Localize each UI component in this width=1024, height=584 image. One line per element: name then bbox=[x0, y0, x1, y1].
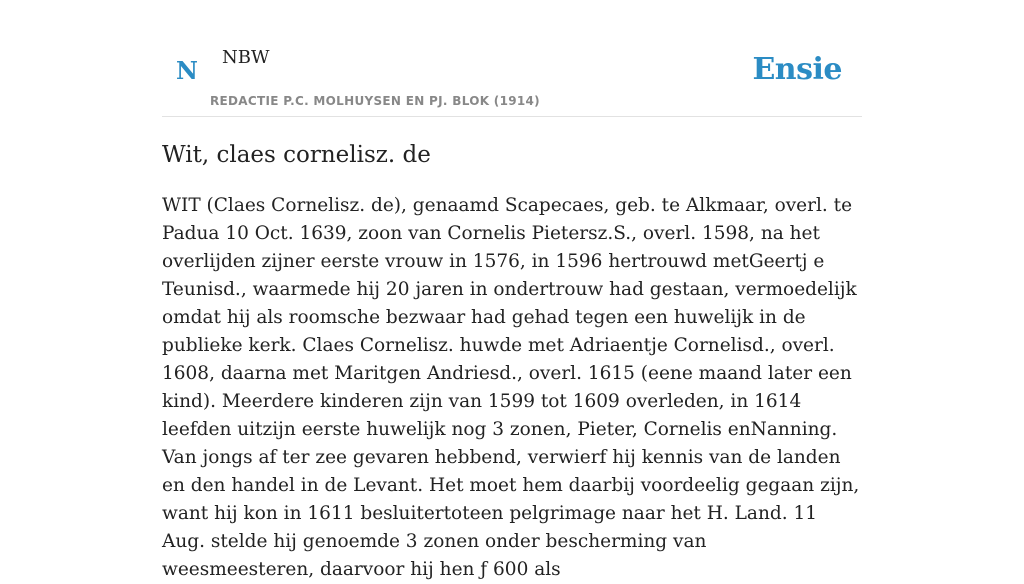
page bbox=[162, 0, 862, 580]
article-body: WIT (Claes Cornelisz. de), genaamd Scapecaes, geb. te Alkmaar, overl. te Padua 10 Oct. 1639, zoon van Cornelis Pietersz.S., overl. 1598, na het overlijden zijner eerste vrouw in 1576, in 1596 hertrouwd metGeertj e Teunisd., waarmede hij 20 jaren in ondertrouw had gestaan, vermoedelijk omdat hij als roomsche bezwaar had gehad tegen een huwelijk in de publieke kerk. Claes Cornelisz. huwde met Adriaentje Cornelisd., overl. 1608, daarna met Maritgen Andriesd., overl. 1615 (eene maand later een kind). Meerdere kinderen zijn van 1599 tot 1609 overleden, in 1614 leefden uitzijn eerste huwelijk nog 3 zonen, Pieter, Cornelis enNanning. Van jongs af ter zee gevaren hebbend, verwierf hij kennis van de landen en den handel in de Levant. Het moet hem daarbij voordeelig gegaan zijn, want hij kon in 1611 besluitertoteen pelgrimage naar het H. Land. 11 Aug. stelde hij genoemde 3 zonen onder bescherming van weesmeesteren, daarvoor hij hen ƒ 600 als bbox=[162, 195, 860, 580]
header bbox=[162, 0, 862, 117]
publication-name[interactable]: NBW bbox=[222, 47, 270, 68]
publication-logo[interactable]: N bbox=[176, 56, 198, 85]
publication-editors: REDACTIE P.C. MOLHUYSEN EN PJ. BLOK (1914) bbox=[210, 94, 540, 108]
ensie-logo[interactable]: Ensie bbox=[752, 52, 842, 87]
article-title: Wit, claes cornelisz. de bbox=[162, 142, 431, 168]
